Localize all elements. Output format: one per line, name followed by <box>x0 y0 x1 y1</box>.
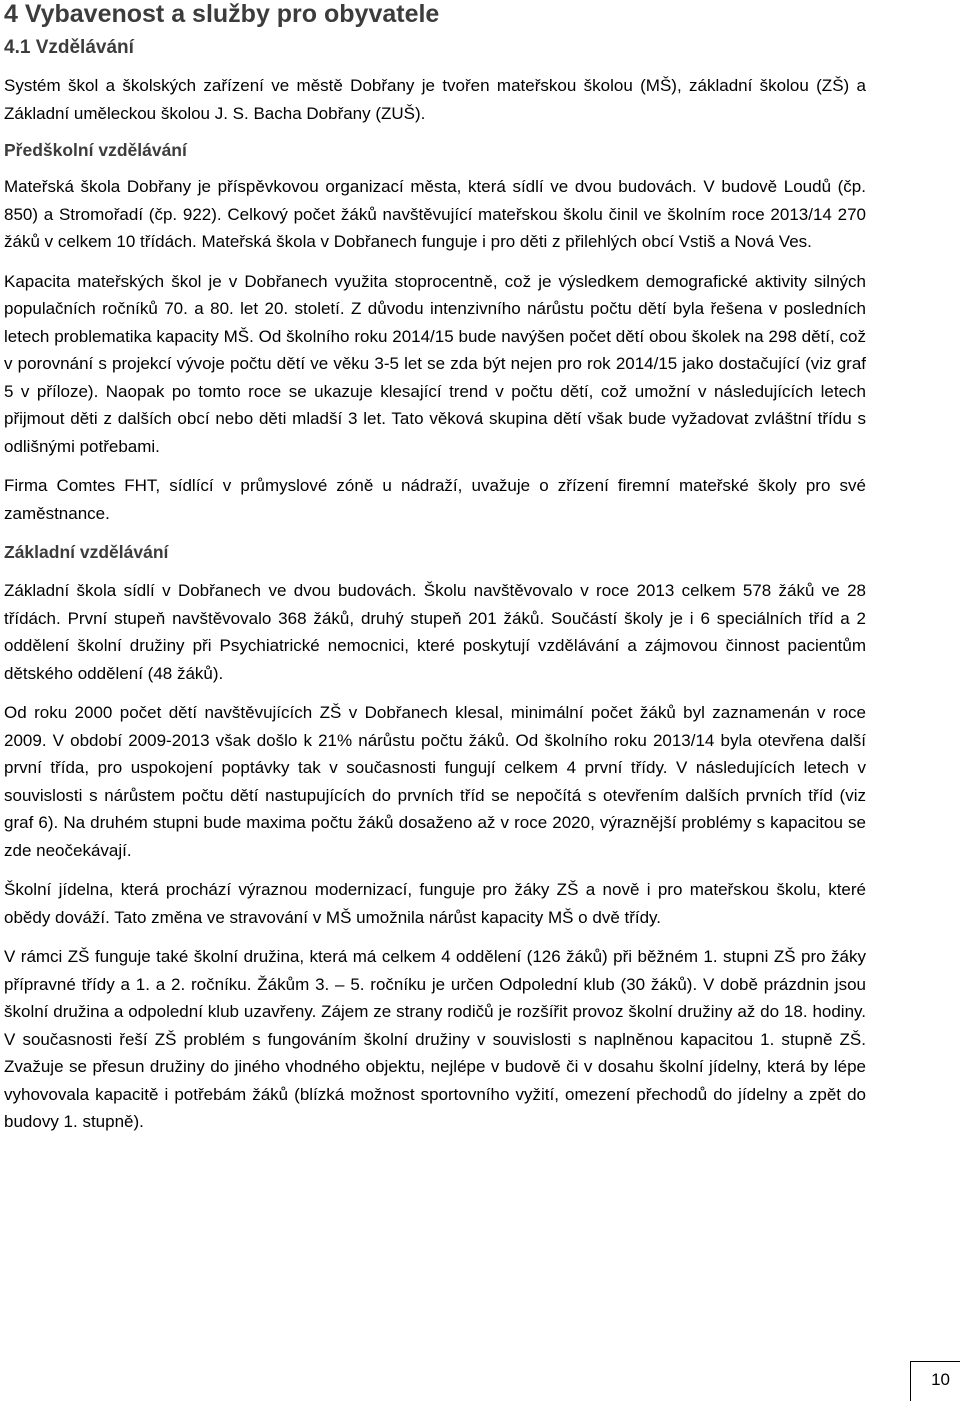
document-page <box>4 0 866 1136</box>
primary-paragraph-4: V rámci ZŠ funguje také školní družina, která má celkem 4 oddělení (126 žáků) při běžném 1. stupni ZŠ pro žáky přípravné třídy a 1. a 2. ročníku. Žákům 3. – 5. ročníku je určen Odpolední klub (30 žáků). V době prázdnin jsou školní družina a odpolední klub uzavřeny. Zájem ze strany rodičů je rozšířit provoz školní družiny až do 18. hodiny. V současnosti řeší ZŠ problém s fungováním školní družiny v souvislosti s naplněnou kapacitou 1. stupně ZŠ. Zvažuje se přesun družiny do jiného vhodného objektu, nejlépe v budově či v dosahu školní jídelny, která by lépe vyhovovala kapacitě i potřebám žáků (blízká možnost sportovního vyžití, omezení přechodů do jídelny a zpět do budovy 1. stupně). <box>4 947 866 1131</box>
chapter-title: 4 Vybavenost a služby pro obyvatele <box>4 0 440 28</box>
primary-paragraph-1: Základní škola sídlí v Dobřanech ve dvou budovách. Školu navštěvovalo v roce 2013 celkem 578 žáků ve 28 třídách. První stupeň navštěvovalo 368 žáků, druhý stupeň 201 žáků. Součástí školy je i 6 speciálních tříd a 2 oddělení školní družiny při Psychiatrické nemocnici, které poskytují vzdělávání a zájmovou činnost pacientům dětského oddělení (48 žáků). <box>4 581 866 683</box>
primary-paragraph-2: Od roku 2000 počet dětí navštěvujících ZŠ v Dobřanech klesal, minimální počet žáků byl zaznamenán v roce 2009. V období 2009-2013 však došlo k 21% nárůstu počtu žáků. Od školního roku 2013/14 byla otevřena další první třída, pro uspokojení poptávky tak v současnosti fungují celkem 4 první třídy. V následujících letech v souvislosti s nárůstem počtu dětí nastupujících do prvních tříd se nepočítá s otevřením dalších prvních tříd (viz graf 6). Na druhém stupni bude maxima počtu žáků dosaženo až v roce 2020, výraznější problémy s kapacitou se zde neočekávají. <box>4 703 866 860</box>
primary-paragraph-3: Školní jídelna, která prochází výraznou modernizací, funguje pro žáky ZŠ a nově i pro mateřskou školu, které obědy dováží. Tato změna ve stravování v MŠ umožnila nárůst kapacity MŠ o dvě třídy. <box>4 880 866 927</box>
page-number: 10 <box>910 1361 960 1401</box>
primary-heading: Základní vzdělávání <box>4 542 169 562</box>
preschool-paragraph-2: Kapacita mateřských škol je v Dobřanech využita stoprocentně, což je výsledkem demografické aktivity silných populačních ročníků 70. a 80. let 20. století. Z důvodu intenzivního nárůstu počtu dětí byla řešena v posledních letech problematika kapacity MŠ. Od školního roku 2014/15 bude navýšen počet dětí obou školek na 298 dětí, což v porovnání s projekcí vývoje počtu dětí ve věku 3-5 let se zda být nejen pro rok 2014/15 jako dostačující (viz graf 5 v příloze). Naopak po tomto roce se ukazuje klesající trend v počtu dětí, což umožní v následujících letech přijmout děti z dalších obcí nebo děti mladší 3 let. Tato věková skupina dětí však bude vyžadovat zvláštní třídu s odlišnými potřebami. <box>4 271 866 456</box>
preschool-heading: Předškolní vzdělávání <box>4 140 187 160</box>
intro-paragraph: Systém škol a školských zařízení ve městě Dobřany je tvořen mateřskou školou (MŠ), základní školou (ZŠ) a Základní uměleckou školou J. S. Bacha Dobřany (ZUŠ). <box>4 76 866 123</box>
section-title: 4.1 Vzdělávání <box>4 37 134 58</box>
preschool-paragraph-1: Mateřská škola Dobřany je příspěvkovou organizací města, která sídlí ve dvou budovách. V budově Loudů (čp. 850) a Stromořadí (čp. 922). Celkový počet žáků navštěvující mateřskou školu činil ve školním roce 2013/14 270 žáků v celkem 10 třídách. Mateřská škola v Dobřanech funguje i pro děti z přilehlých obcí Vstiš a Nová Ves. <box>4 177 866 251</box>
preschool-paragraph-3: Firma Comtes FHT, sídlící v průmyslové zóně u nádraží, uvažuje o zřízení firemní mateřské školy pro své zaměstnance. <box>4 476 866 523</box>
